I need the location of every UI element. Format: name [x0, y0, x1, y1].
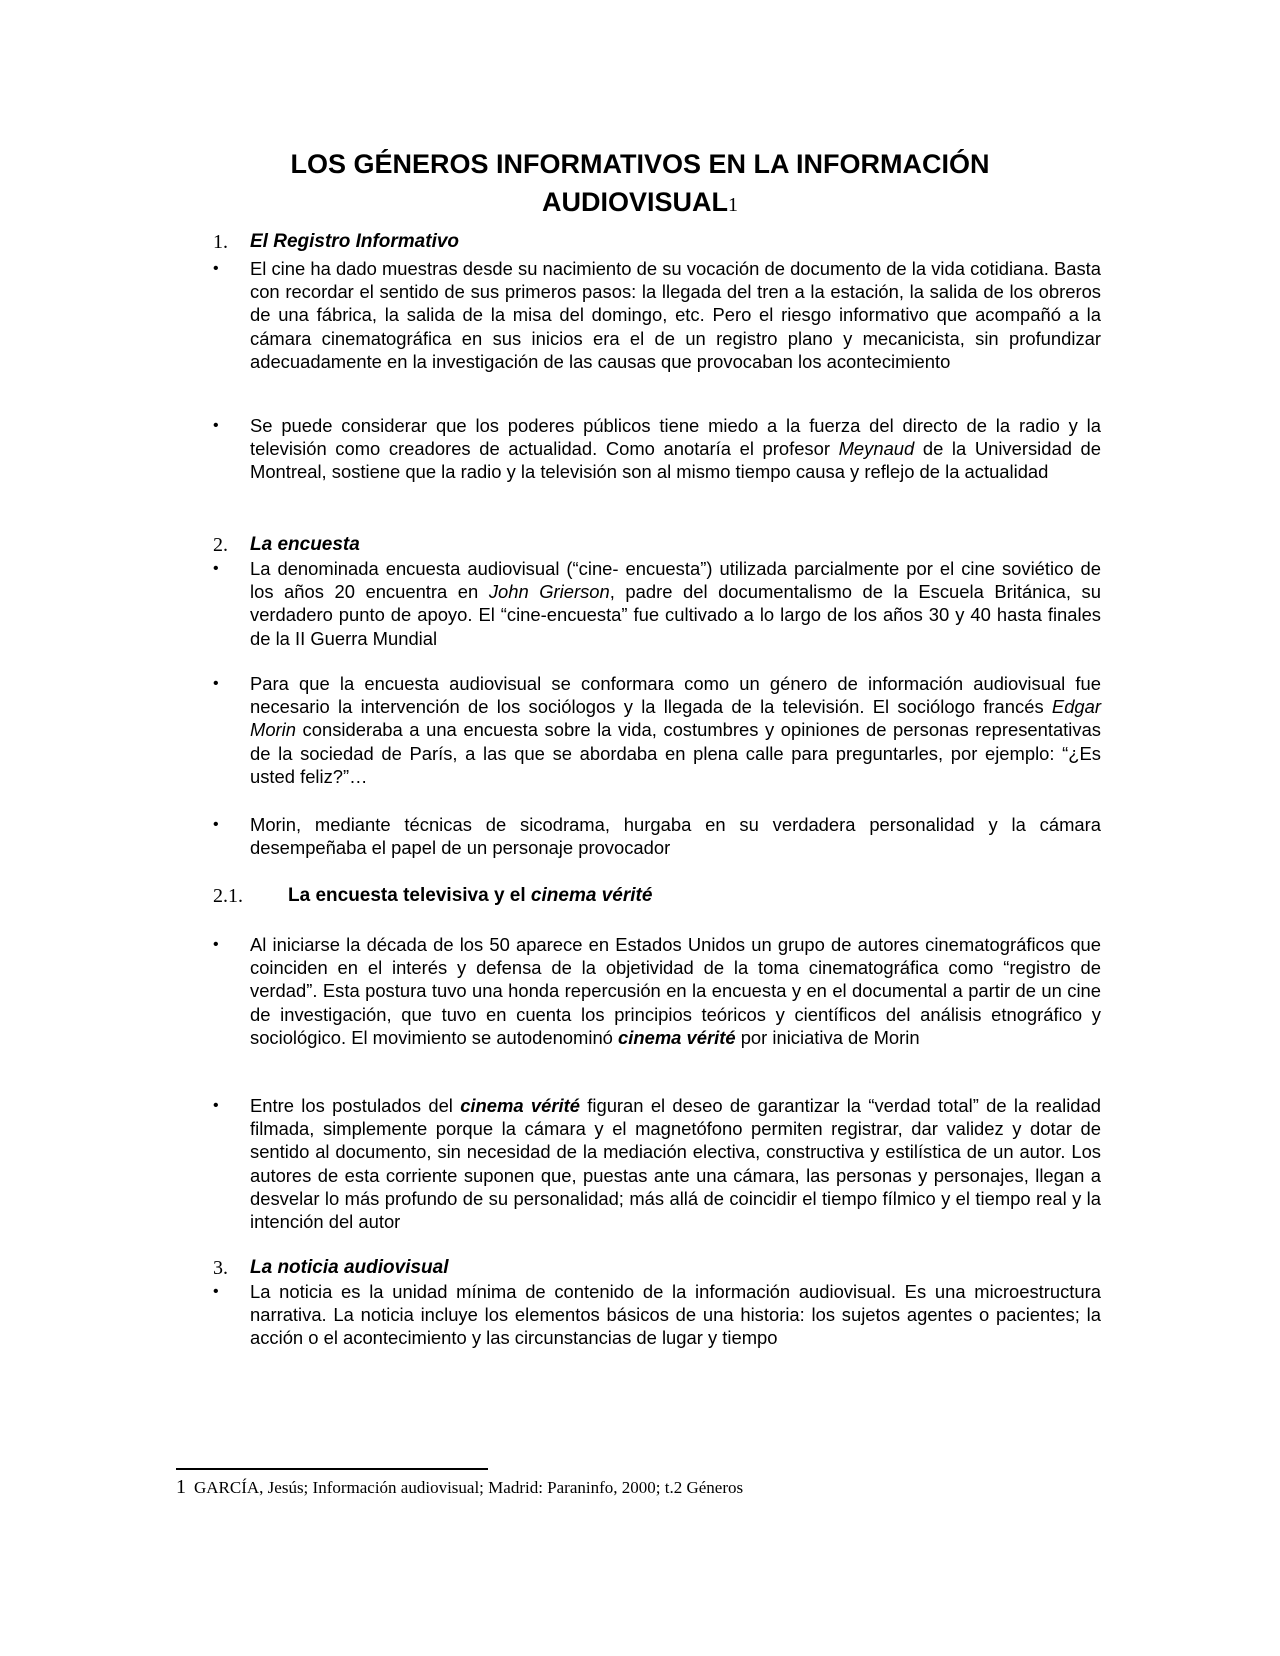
- paragraph-text: [250, 933, 1101, 1049]
- text-run: Entre los postulados del: [250, 1095, 461, 1116]
- section-title: El Registro Informativo: [250, 231, 460, 252]
- emphasis-name: Edgar Morin: [250, 696, 1101, 741]
- paragraph-text: El cine ha dado muestras desde su nacimiento de su vocación de documento de la vida cotidiana. Basta con recordar el sentido de sus primeros pasos: la llegada del tren a la estación, la salida de los obreros de una fábrica, la salida de la misa del domingo, etc. Pero el riesgo informativo que acompañó a la cámara cinematográfica en sus inicios era el de un registro plano y mecanicista, sin profundizar adecuadamente en la investigación de las causas que provocaban los acontecimiento: [250, 258, 1101, 372]
- paragraph-bullet: [213, 557, 1101, 650]
- text-run: de la Universidad de Montreal, sostiene que la radio y la televisión son al mismo tiempo causa y reflejo de la actualidad: [250, 438, 1101, 483]
- bullet-marker: •: [213, 1283, 219, 1300]
- emphasis-term: cinema vérité: [530, 885, 653, 906]
- section-title: La encuesta: [250, 534, 360, 555]
- section-number: 1.: [213, 231, 228, 253]
- section-title: La noticia audiovisual: [250, 1257, 449, 1278]
- text-run: La denominada encuesta audiovisual (“cine- encuesta”) utilizada parcialmente por el cine soviético de los años 20 encuentra en: [250, 558, 1101, 603]
- text-run: consideraba a una encuesta sobre la vida, costumbres y opiniones de personas representativas de la sociedad de París, a las que se abordaba en plena calle para preguntarles, por ejemplo: “¿Es usted feliz?”…: [250, 719, 1101, 787]
- document-title: [200, 145, 1080, 224]
- emphasis-name: Meynaud: [838, 438, 915, 460]
- emphasis-name: John Grierson: [488, 581, 610, 603]
- footnote: [176, 1476, 743, 1499]
- paragraph-text: La noticia es la unidad mínima de contenido de la información audiovisual. Es una microestructura narrativa. La noticia incluye los elementos básicos de una historia: los sujetos agentes o pacientes; la acción o el acontecimiento y las circunstancias de lugar y tiempo: [250, 1281, 1101, 1349]
- emphasis-term: cinema vérité: [618, 1026, 736, 1048]
- text-run: , padre del documentalismo de la Escuela Británica, su verdadero punto de apoyo. El “cine-encuesta” fue cultivado a lo largo de los años 30 y 40 hasta finales de la II Guerra Mundial: [250, 581, 1101, 649]
- title-footnote-ref[interactable]: 1: [728, 194, 738, 216]
- title-line-1: LOS GÉNEROS INFORMATIVOS EN LA INFORMACIÓN: [290, 149, 990, 179]
- text-run: por iniciativa de Morin: [735, 1026, 920, 1048]
- footnote-text: GARCÍA, Jesús; Información audiovisual; Madrid: Paraninfo, 2000; t.2 Géneros: [194, 1478, 744, 1497]
- paragraph-bullet: [213, 414, 1101, 484]
- bullet-marker: •: [213, 560, 219, 577]
- paragraph-bullet: [213, 257, 1101, 373]
- section-number: 2.: [213, 534, 228, 556]
- text-run: figuran el deseo de garantizar la “verdad total” de la realidad filmada, simplemente porque la cámara y el magnetófono permiten registrar, dar validez y dotar de sentido al documento, sin necesidad de la mediación electiva, constructiva y estilística de un autor. Los autores de esta corriente suponen que, puestas ante una cámara, las personas y personajes, llegan a desvelar lo más profundo de su personalidad; más allá de coincidir el tiempo fílmico y el tiempo real y la intención del autor: [250, 1095, 1101, 1233]
- bullet-marker: •: [213, 675, 219, 692]
- text-run: La encuesta televisiva y el: [288, 885, 531, 906]
- paragraph-bullet: [213, 672, 1101, 788]
- section-title: [288, 884, 652, 908]
- paragraph-bullet: [213, 813, 1101, 859]
- bullet-marker: •: [213, 936, 219, 953]
- section-number: 3.: [213, 1257, 228, 1279]
- title-line-2: [200, 183, 1080, 224]
- title-line-2-text: AUDIOVISUAL: [541, 187, 728, 217]
- paragraph-text: [250, 414, 1101, 484]
- bullet-marker: •: [213, 816, 219, 833]
- paragraph-bullet: [213, 1094, 1101, 1233]
- footnote-separator: [176, 1468, 488, 1470]
- paragraph-bullet: [213, 1280, 1101, 1350]
- paragraph-text: Morin, mediante técnicas de sicodrama, hurgaba en su verdadera personalidad y la cámara desempeñaba el papel de un personaje provocador: [250, 814, 1101, 859]
- text-run: Al iniciarse la década de los 50 aparece en Estados Unidos un grupo de autores cinematográficos que coinciden en el interés y defensa de la objetividad de la toma cinematográfica como “registro de verdad”. Esta postura tuvo una honda repercusión en la encuesta y en el documental a partir de un cine de investigación, que tuvo en cuenta los principios teóricos y científicos del análisis etnográfico y sociológico. El movimiento se autodenominó: [250, 934, 1101, 1048]
- bullet-marker: •: [213, 417, 219, 434]
- emphasis-term: cinema vérité: [460, 1095, 580, 1116]
- paragraph-bullet: [213, 933, 1101, 1049]
- paragraph-text: [250, 1094, 1101, 1233]
- bullet-marker: •: [213, 1097, 219, 1114]
- paragraph-text: [250, 557, 1101, 650]
- paragraph-text: [250, 672, 1101, 788]
- text-run: Se puede considerar que los poderes públicos tiene miedo a la fuerza del directo de la radio y la televisión como creadores de actualidad. Como anotaría el profesor: [250, 415, 1101, 460]
- text-run: Para que la encuesta audiovisual se conformara como un género de información audiovisual fue necesario la intervención de los sociólogos y la llegada de la televisión. El sociólogo francés: [250, 673, 1101, 718]
- footnote-number: 1: [176, 1476, 186, 1498]
- section-number: 2.1.: [213, 885, 243, 907]
- bullet-marker: •: [213, 260, 219, 277]
